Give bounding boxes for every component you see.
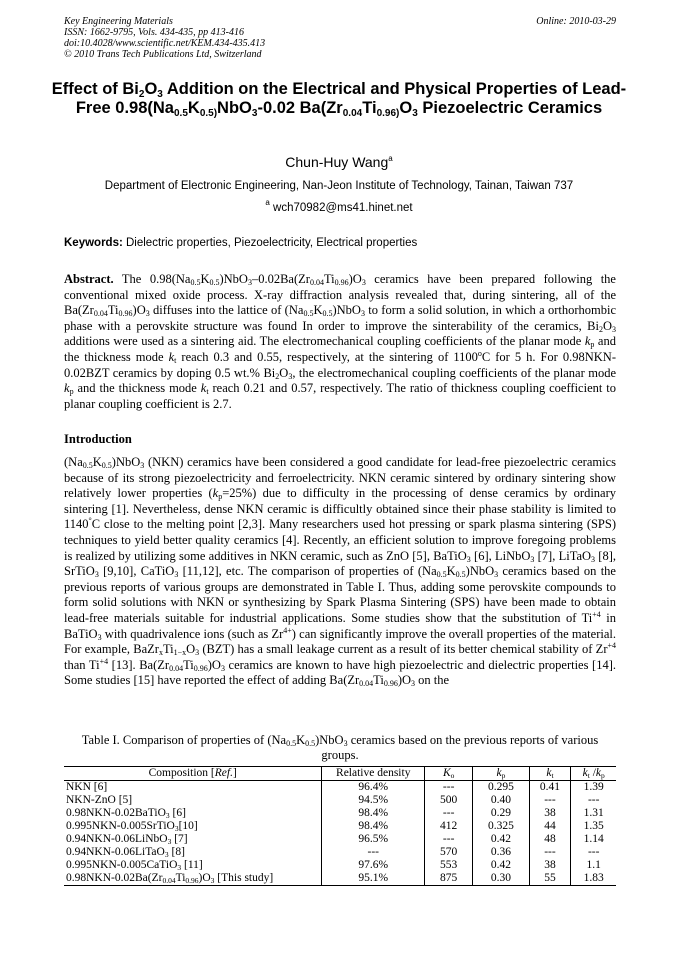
author-name: Chun-Huy Wang$^a$ [285,154,393,170]
cell-density: 98.4% [322,807,425,820]
cell-composition: NKN-ZnO [5] [66,794,133,806]
keywords [64,237,616,249]
journal-name: Key Engineering Materials [64,16,173,27]
cell-composition: 0.94NKN-0.06LiTaO$_3$ [8] [66,846,185,859]
table-row [64,872,616,886]
abstract: Abstract. The $0.98(Na_{0.5}K_{0.5})NbO_3-0.02Ba(Zr_{0.04}Ti_{0.96})O_3$ ceramics have been prepared following the conventional mixed oxide process. X-ray diffraction analysis revealed that, during sintering, all of the $Ba(Zr_{0.04}Ti_{0.96})O_3$ diffuses into the lattice of $(Na_{0.5}K_{0.5})NbO_3$ to form a solid solution, in which a orthorhombic phase with a perovskite structure was found In order to improve the sinterability of the ceramics, $Bi_2O_3$ additions were used as a sintering aid. The electromechanical coupling coefficients of the planar mode $k_p$ and the thickness mode $k_t$ reach 0.3 and 0.55, respectively, at the sintering of 1100$^o$C for 5 h. For 0.98NKN-0.02BZT ceramics by doping 0.5 wt.% $Bi_2O_3$, the electromechanical coupling coefficients of the planar mode $k_p$ and the thickness mode $k_t$ reach 0.21 and 0.57, respectively. The ratio of thickness coupling coefficient to planar coupling coefficient is 2.7. [64,272,616,411]
header-kt: $k_t$ [529,767,571,781]
table-row [64,794,616,807]
paper-title: Effect of $Bi_2O_3$ Addition on the Electrical and Physical Properties of Lead-Free $0.98(Na_{0.5}K_{0.5)}NbO_3-0.02$ $Ba(Zr_{0.04}Ti_{0.96)}O_3$ Piezoelectric Ceramics [51,80,627,119]
cell-kp: 0.42 [473,859,529,872]
header-composition: Composition [Ref.] [64,767,322,781]
issn-line: ISSN: 1662-9795, Vols. 434-435, pp 413-416 [64,27,244,38]
cell-ko: 553 [425,859,473,872]
section-heading-introduction: Introduction [64,432,132,446]
cell-ratio: 1.31 [571,807,616,820]
cell-density: 94.5% [322,794,425,807]
cell-kt: 38 [529,859,571,872]
keywords-label: Keywords: [64,237,123,249]
keywords-text: Dielectric properties, Piezoelectricity, Electrical properties [126,237,418,249]
cell-ratio: --- [571,846,616,859]
cell-kt: 44 [529,820,571,833]
author-email[interactable]: $^a$ wch70982@ms41.hinet.net [265,198,413,214]
online-date: Online: 2010-03-29 [536,16,616,27]
cell-kt: 55 [529,872,571,886]
header-ko: $K_o$ [425,767,473,781]
cell-kp: 0.30 [473,872,529,886]
cell-kp: 0.40 [473,794,529,807]
cell-composition: 0.995NKN-0.005CaTiO$_3$ [11] [66,859,203,872]
cell-composition: NKN [6] [66,781,108,793]
cell-ko: 500 [425,794,473,807]
cell-composition: 0.94NKN-0.06LiNbO$_3$ [7] [66,833,188,846]
cell-ratio: 1.35 [571,820,616,833]
cell-composition: 0.995NKN-0.005SrTiO$_3$[10] [66,820,198,833]
table-row [64,781,616,795]
cell-kp: 0.325 [473,820,529,833]
cell-ko: 412 [425,820,473,833]
table-row [64,807,616,820]
cell-ko: --- [425,833,473,846]
table-row [64,833,616,846]
cell-density: 98.4% [322,820,425,833]
cell-ko: --- [425,807,473,820]
cell-kp: 0.295 [473,781,529,795]
table-caption: Table I. Comparison of properties of $(Na_{0.5}K_{0.5})NbO_3$ ceramics based on the previous reports of various groups. [81,733,599,762]
cell-density: 96.4% [322,781,425,795]
running-header [64,16,616,60]
cell-ratio: --- [571,794,616,807]
header-ratio: $k_t$ $/k_p$ [571,767,616,781]
comparison-table [64,766,616,886]
header-density: Relative density [322,767,425,781]
copyright-line: © 2010 Trans Tech Publications Ltd, Switzerland [64,49,262,60]
cell-kp: 0.42 [473,833,529,846]
header-kp: $k_p$ [473,767,529,781]
cell-composition: 0.98NKN-0.02BaTiO$_3$ [6] [66,807,186,820]
cell-ratio: 1.39 [571,781,616,795]
cell-ratio: 1.83 [571,872,616,886]
cell-kt: --- [529,794,571,807]
affiliation: Department of Electronic Engineering, Nan-Jeon Institute of Technology, Tainan, Taiwan 737 [104,180,574,192]
cell-kt: 38 [529,807,571,820]
table-header-row [64,767,616,781]
cell-density: 97.6% [322,859,425,872]
cell-kt: 48 [529,833,571,846]
cell-ko: 570 [425,846,473,859]
cell-density: --- [322,846,425,859]
cell-kt: 0.41 [529,781,571,795]
introduction-paragraph: $(Na_{0.5}K_{0.5})NbO_3$ (NKN) ceramics have been considered a good candidate for lead-free piezoelectric ceramics because of its strong piezoelectricity and ferroelectricity. NKN ceramic sintered by ordinary sintering show relatively lower properties $(k_p=25\%)$ due to difficulty in the processing of dense ceramics by ordinary sintering [1]. Nevertheless, dense NKN ceramic is difficultly obtained since their phase stability is limited to 1140°C close to the melting point [2,3]. Many researchers used hot pressing or spark plasma sintering (SPS) techniques to yield better quality ceramics [4]. Recently, an efficient solution to improve foregoing problems is realized by utilizing some additives in NKN ceramic, such as ZnO [5], BaTiO$_3$ [6], LiNbO$_3$ [7], LiTaO$_3$ [8], SrTiO$_3$ [9,10], CaTiO$_3$ [11,12], etc. The comparison of properties of $(Na_{0.5}K_{0.5})NbO_3$ ceramics based on the previous reports of various groups are demonstrated in Table I. Thus, adding some perovskite compounds to form solid solutions with NKN or synthesizing by Spark Plasma Sintering (SPS) have been made to obtain lead-free materials suitable for industrial applications. Some studies show that the substitution of $Ti^{+4}$ in BaTiO$_3$ with quadrivalence ions (such as $Zr^{4+}$) can significantly improve the overall properties of the material. For example, $BaZr_xTi_{1-x}O_3$ (BZT) has a small leakage current as a result of its better chemical stability of $Zr^{+4}$ than $Ti^{+4}$ [13]. $Ba(Zr_{0.04}Ti_{0.96})O_3$ ceramics are known to have high piezoelectric and dielectric properties [14]. Some studies [15] have reported the effect of adding $Ba(Zr_{0.04}Ti_{0.96})O_3$ on the [64,455,617,689]
cell-kt: --- [529,846,571,859]
cell-density: 95.1% [322,872,425,886]
table-row [64,820,616,833]
cell-ko: --- [425,781,473,795]
cell-ratio: 1.14 [571,833,616,846]
cell-ko: 875 [425,872,473,886]
doi-line: doi:10.4028/www.scientific.net/KEM.434-435.413 [64,38,266,49]
cell-kp: 0.29 [473,807,529,820]
cell-composition: $0.98NKN-0.02Ba(Zr_{0.04}Ti_{0.96})O_3$ [This study] [64,872,322,886]
cell-kp: 0.36 [473,846,529,859]
table-row [64,846,616,859]
cell-ratio: 1.1 [571,859,616,872]
cell-density: 96.5% [322,833,425,846]
table-row [64,859,616,872]
